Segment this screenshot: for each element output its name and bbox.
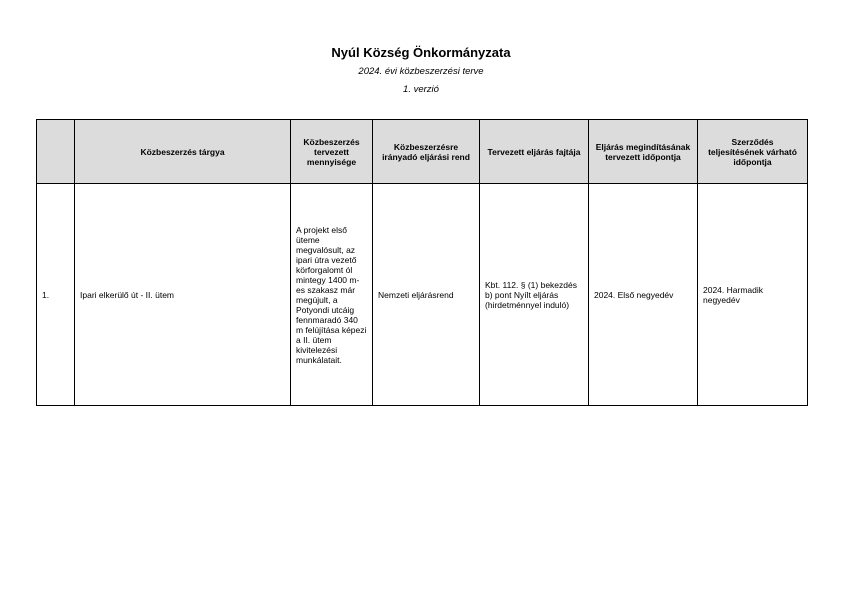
document-header — [0, 44, 842, 97]
procurement-plan-table — [36, 119, 808, 406]
row-start-date: 2024. Első negyedév — [589, 184, 698, 406]
table-header-row — [37, 120, 808, 184]
header-completion-date: Szerződés teljesítésének várható időpontja — [698, 120, 808, 184]
header-start-date: Eljárás megindításának tervezett időpontja — [589, 120, 698, 184]
document-title: Nyúl Község Önkormányzata — [331, 45, 511, 60]
document-version: 1. verzió — [403, 84, 439, 95]
header-procedure: Tervezett eljárás fajtája — [480, 120, 589, 184]
document-subtitle: 2024. évi közbeszerzési terve — [358, 66, 484, 77]
row-completion-date: 2024. Harmadik negyedév — [698, 184, 808, 406]
header-number — [37, 120, 75, 184]
table-row — [37, 184, 808, 406]
header-quantity: Közbeszerzés tervezett mennyisége — [291, 120, 373, 184]
row-procedure: Kbt. 112. § (1) bekezdés b) pont Nyílt eljárás (hirdetménnyel induló) — [480, 184, 589, 406]
row-number: 1. — [37, 184, 75, 406]
row-quantity: A projekt első üteme megvalósult, az ipari útra vezető körforgalomt ól mintegy 1400 m-es szakasz már megújult, a Potyondi utcáig fennmaradó 340 m felújítása képezi a II. ütem kivitelezési munkálatait. — [291, 184, 373, 406]
header-regime: Közbeszerzésre irányadó eljárási rend — [373, 120, 480, 184]
header-subject: Közbeszerzés tárgya — [75, 120, 291, 184]
row-subject: Ipari elkerülő út - II. ütem — [75, 184, 291, 406]
row-regime: Nemzeti eljárásrend — [373, 184, 480, 406]
